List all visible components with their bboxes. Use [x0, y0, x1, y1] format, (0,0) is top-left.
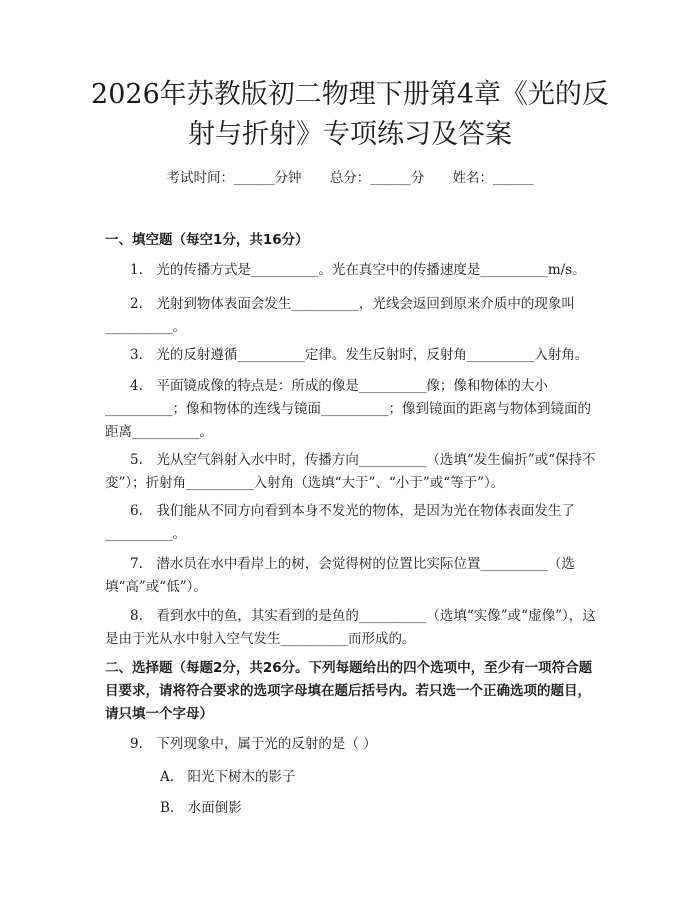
question-6: 6. 我们能从不同方向看到本身不发光的物体，是因为光在物体表面发生了__________。 [105, 503, 575, 542]
page-title [60, 75, 640, 155]
total-score: 总分：______分 [329, 170, 425, 186]
title-line-1: 2026年苏教版初二物理下册第4章《光的反 [91, 79, 609, 110]
exam-meta [0, 168, 700, 188]
question-3: 3. 光的反射遵循__________定律。发生反射时，反射角__________入射角。 [130, 347, 589, 363]
student-name: 姓名：______ [452, 170, 534, 186]
section-fill-blank-heading: 一、填空题（每空1分，共16分） [105, 232, 309, 248]
question-7: 7. 潜水员在水中看岸上的树，会觉得树的位置比实际位置__________（选填“高”或“低”）。 [105, 556, 575, 595]
question-4: 4. 平面镜成像的特点是：所成的像是__________像；像和物体的大小__________；像和物体的连线与镜面__________；像到镜面的距离与物体到镜面的距离__________。 [105, 378, 591, 440]
option-b: B. 水面倒影 [160, 800, 242, 816]
question-9: 9. 下列现象中，属于光的反射的是（ ） [130, 736, 377, 752]
exam-time: 考试时间：______分钟 [166, 170, 302, 186]
section-choice-heading: 二、选择题（每题2分，共26分。下列每题给出的四个选项中，至少有一项符合题目要求，请将符合要求的选项字母填在题后括号内。若只选一个正确选项的题目，请只填一个字母） [105, 660, 593, 722]
question-2: 2. 光射到物体表面会发生__________，光线会返回到原来介质中的现象叫__________。 [105, 296, 575, 335]
question-5: 5. 光从空气斜射入水中时，传播方向__________（选填“发生偏折”或“保持不变”）；折射角__________入射角（选填“大于”、“小于”或“等于”）。 [105, 452, 596, 491]
option-a: A. 阳光下树木的影子 [160, 769, 296, 785]
question-1: 1. 光的传播方式是__________。光在真空中的传播速度是__________m/s。 [130, 262, 586, 278]
title-line-2: 射与折射》专项练习及答案 [188, 119, 512, 150]
question-8: 8. 看到水中的鱼，其实看到的是鱼的__________（选填“实像”或“虚像”），这是由于光从水中射入空气发生__________而形成的。 [105, 608, 596, 647]
